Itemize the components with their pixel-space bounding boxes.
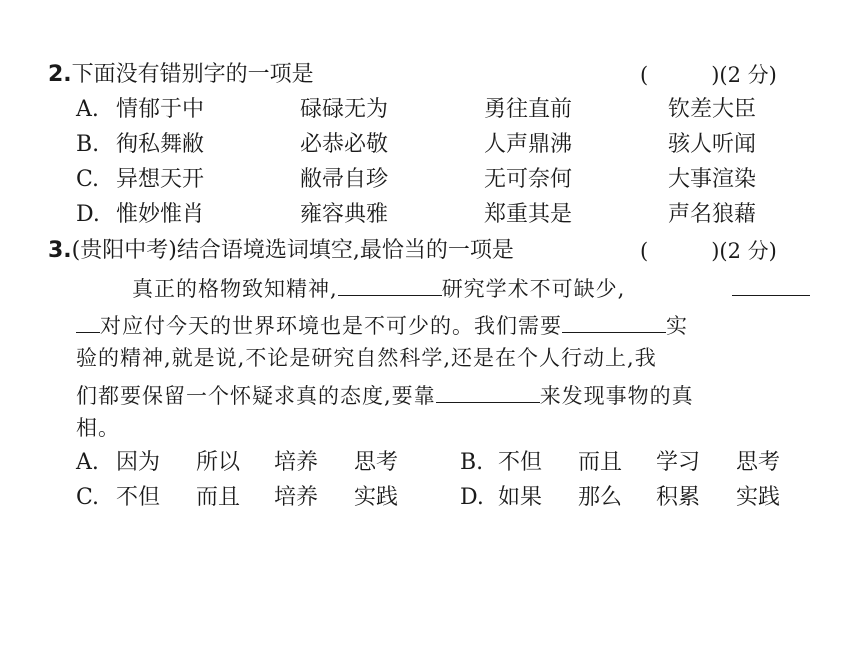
q3-option-c-word-2: 而且 <box>196 485 241 510</box>
q2-option-a-word-1: 情郁于中 <box>116 97 205 122</box>
q2-option-b-word-3: 人声鼎沸 <box>484 132 573 157</box>
passage-line-4-part-1: 们都要保留一个怀疑求真的态度,要靠 <box>76 384 436 408</box>
q2-option-d-word-1: 惟妙惟肖 <box>116 202 205 227</box>
answer-blank-4 <box>436 378 540 403</box>
q3-option-d-word-2: 那么 <box>578 485 623 510</box>
q2-option-c-word-1: 异想天开 <box>116 167 205 192</box>
answer-blank-2b <box>76 308 100 333</box>
question-2-score: ( )(2 分) <box>640 63 777 87</box>
q3-option-d-letter: D. <box>460 485 484 510</box>
question-2-stem-line <box>48 60 314 90</box>
q3-option-a-word-3: 培养 <box>274 450 319 475</box>
question-2-number: 2. <box>48 62 72 87</box>
q3-option-b-word-3: 学习 <box>656 450 701 475</box>
q3-option-d-word-1: 如果 <box>498 485 543 510</box>
answer-blank-2a <box>732 271 810 296</box>
passage-line-4-part-2: 来发现事物的真 <box>539 384 694 408</box>
question-3-stem: (贵阳中考)结合语境选词填空,最恰当的一项是 <box>71 238 514 263</box>
q2-option-c-letter: C. <box>76 167 100 192</box>
answer-blank-3 <box>562 308 666 333</box>
passage-line-1-trailing-blank <box>732 271 810 304</box>
passage-line-3: 验的精神,就是说,不论是研究自然科学,还是在个人行动上,我 <box>76 346 657 370</box>
q2-option-b-letter: B. <box>76 132 100 157</box>
q2-option-b-word-4: 骇人听闻 <box>668 132 757 157</box>
q2-option-c-word-2: 敝帚自珍 <box>300 167 389 192</box>
q3-option-d-word-3: 积累 <box>656 485 701 510</box>
q3-option-b-word-1: 不但 <box>498 450 543 475</box>
q3-option-a-word-1: 因为 <box>116 450 161 475</box>
passage-line-1-part-1: 真正的格物致知精神, <box>132 277 338 301</box>
q2-option-c-word-3: 无可奈何 <box>484 167 573 192</box>
q3-option-b-word-4: 思考 <box>736 450 781 475</box>
q3-option-b-word-2: 而且 <box>578 450 623 475</box>
question-3-number: 3. <box>48 238 72 263</box>
q2-option-c-word-4: 大事渲染 <box>668 167 757 192</box>
question-3-stem-line <box>48 236 514 266</box>
q2-option-a-word-4: 钦差大臣 <box>668 97 757 122</box>
passage-line-1 <box>132 271 625 304</box>
q2-option-d-letter: D. <box>76 202 100 227</box>
q3-option-c-letter: C. <box>76 485 100 510</box>
q3-option-a-letter: A. <box>76 450 99 475</box>
q2-option-d-word-3: 郑重其是 <box>484 202 573 227</box>
q2-option-d-word-4: 声名狼藉 <box>668 202 757 227</box>
question-3-score: ( )(2 分) <box>640 239 777 263</box>
passage-line-1-part-2: 研究学术不可缺少, <box>441 277 626 301</box>
q2-option-a-letter: A. <box>76 97 99 122</box>
question-2-stem: 下面没有错别字的一项是 <box>71 62 314 87</box>
q2-option-d-word-2: 雍容典雅 <box>300 202 389 227</box>
passage-line-4 <box>76 378 694 411</box>
q3-option-d-word-4: 实践 <box>736 485 781 510</box>
passage-line-5: 相。 <box>76 416 120 440</box>
q2-option-a-word-2: 碌碌无为 <box>300 97 389 122</box>
passage-line-2-part-1: 对应付今天的世界环境也是不可少的。我们需要 <box>100 314 562 338</box>
passage-line-2 <box>76 308 688 341</box>
q3-option-a-word-4: 思考 <box>354 450 399 475</box>
q3-option-c-word-4: 实践 <box>354 485 399 510</box>
q2-option-b-word-1: 徇私舞敝 <box>116 132 205 157</box>
q3-option-c-word-3: 培养 <box>274 485 319 510</box>
q3-option-b-letter: B. <box>460 450 484 475</box>
q3-option-c-word-1: 不但 <box>116 485 161 510</box>
q2-option-b-word-2: 必恭必敬 <box>300 132 389 157</box>
passage-line-2-part-2: 实 <box>666 314 688 338</box>
q2-option-a-word-3: 勇往直前 <box>484 97 573 122</box>
q3-option-a-word-2: 所以 <box>196 450 241 475</box>
answer-blank-1 <box>338 271 442 296</box>
